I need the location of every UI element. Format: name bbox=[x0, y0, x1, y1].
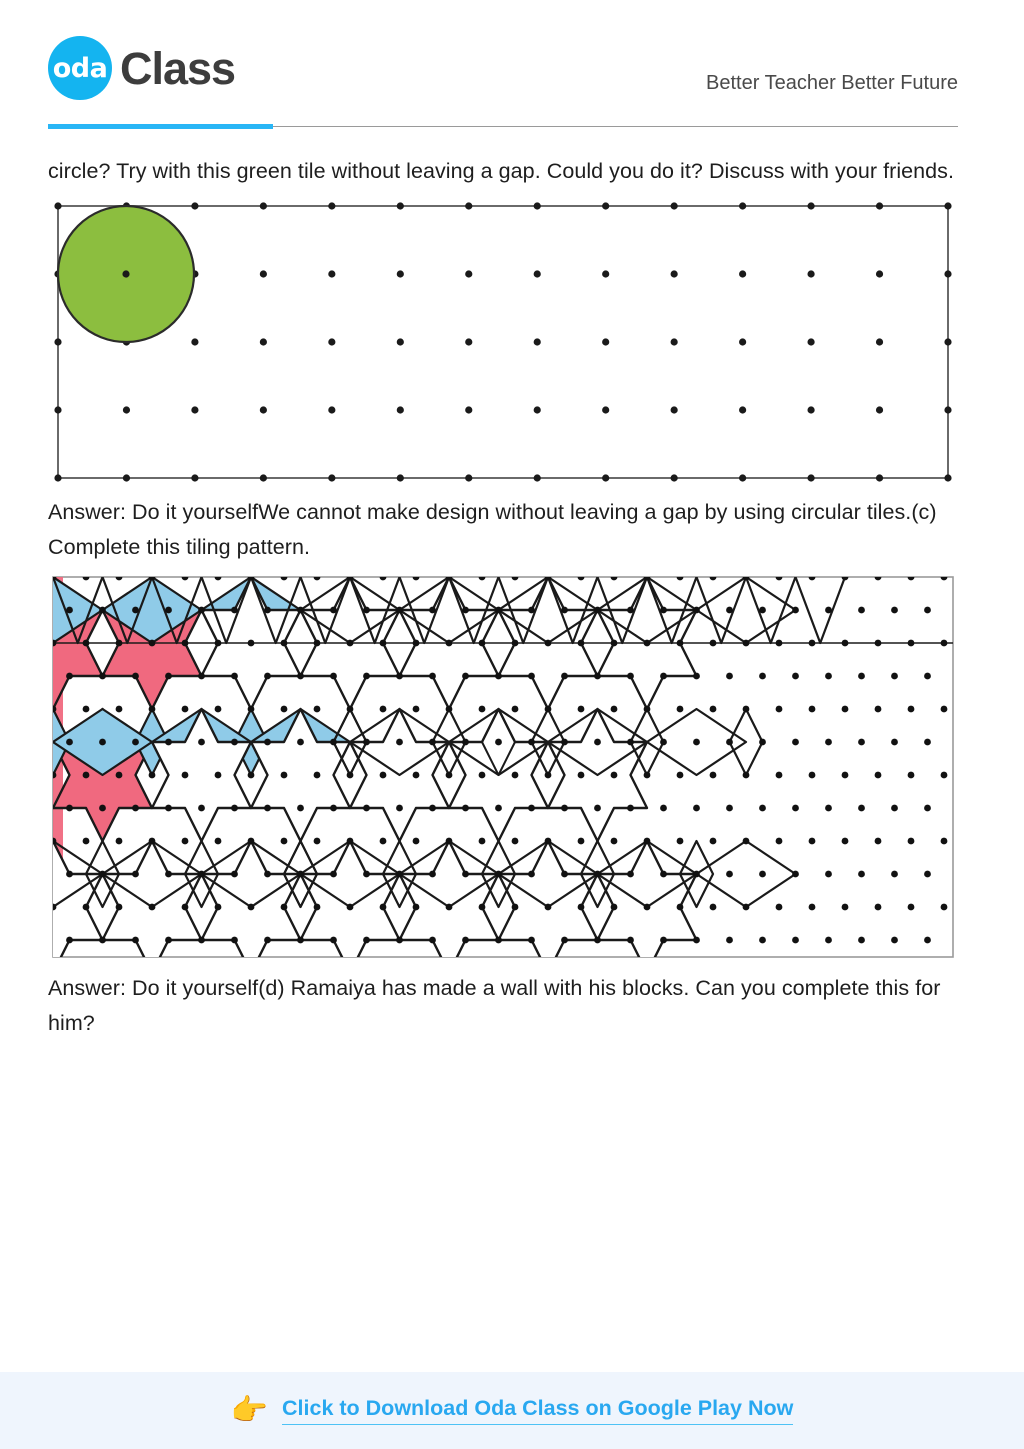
download-cta-label: Click to Download Oda Class on Google Play Now bbox=[282, 1396, 793, 1425]
figure-dot-grid-circle bbox=[48, 197, 958, 485]
page-header bbox=[0, 0, 1024, 128]
brand-logo bbox=[48, 36, 235, 100]
header-tagline: Better Teacher Better Future bbox=[706, 72, 958, 94]
paragraph-question-b: circle? Try with this green tile without leaving a gap. Could you do it? Discuss with your friends. bbox=[48, 159, 954, 183]
tiling-pattern-svg bbox=[48, 573, 958, 961]
download-cta-link[interactable] bbox=[230, 1393, 794, 1427]
figure-tiling-pattern bbox=[48, 573, 958, 961]
oda-circle-icon bbox=[48, 36, 112, 100]
oda-logo-text: oda bbox=[52, 52, 108, 84]
paragraph-answer-b: Answer: Do it yourselfWe cannot make design without leaving a gap by using circular tiles.(c) Complete this tiling pattern. bbox=[48, 500, 937, 559]
dot-grid-circle-svg bbox=[48, 197, 958, 485]
pointing-hand-icon: 👉 bbox=[230, 1393, 269, 1427]
footer-banner bbox=[0, 1372, 1024, 1449]
brand-wordmark: Class bbox=[120, 42, 236, 94]
paragraph-answer-c: Answer: Do it yourself(d) Ramaiya has made a wall with his blocks. Can you complete this for him? bbox=[48, 976, 941, 1035]
page-content bbox=[0, 128, 1024, 1449]
